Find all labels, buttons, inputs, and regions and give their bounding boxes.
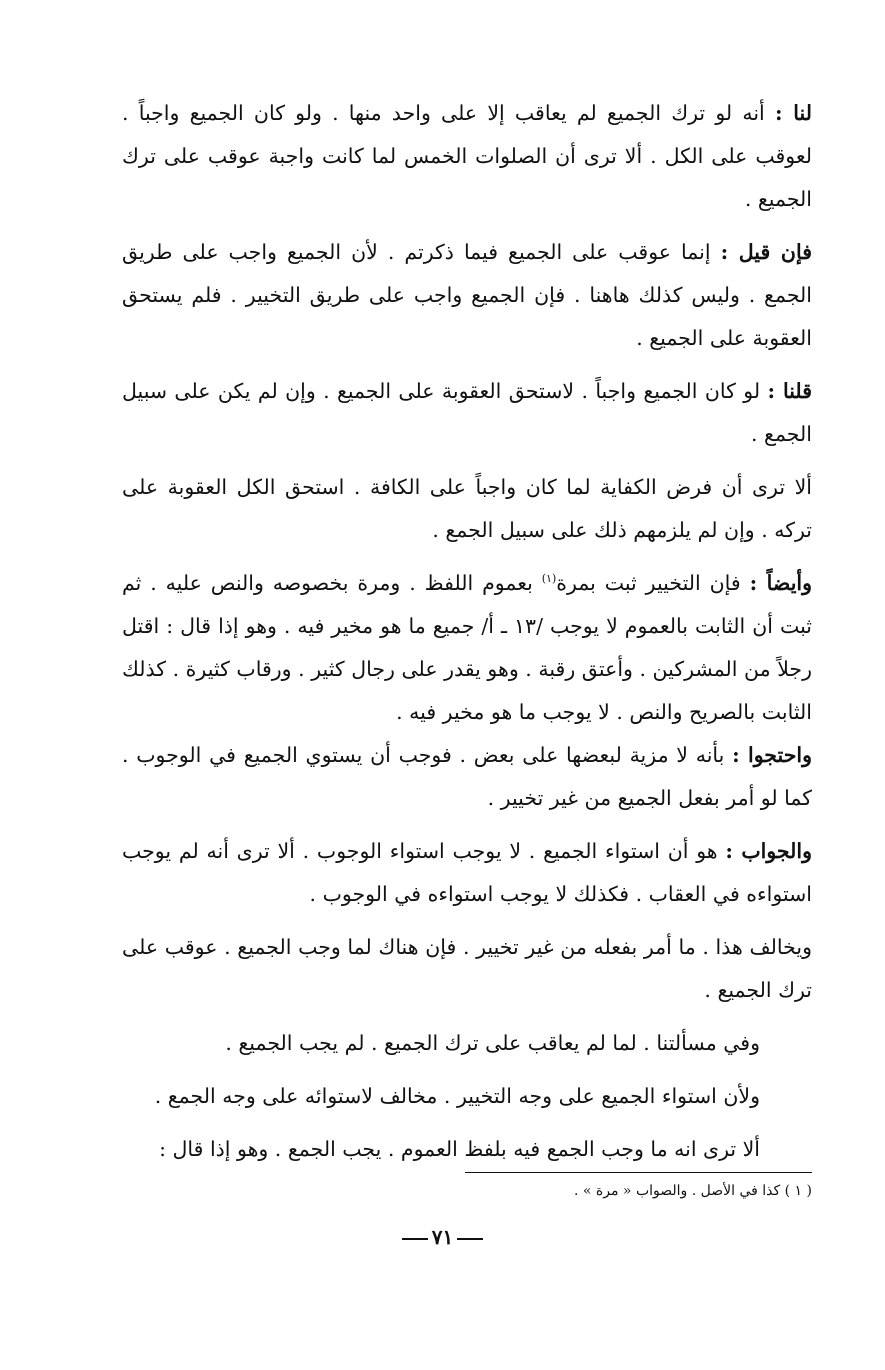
page-number-dash-left xyxy=(402,1238,428,1240)
paragraph-lead: واحتجوا : xyxy=(732,743,812,767)
paragraph-fa-in-qila xyxy=(122,231,812,360)
paragraph-text: ولأن استواء الجميع على وجه التخيير . مخالف لاستوائه على وجه الجمع . xyxy=(154,1084,760,1108)
paragraph-text: هو أن استواء الجميع . لا يوجب استواء الوجوب . ألا ترى أنه لم يوجب استواءه في العقاب . فكذلك لا يوجب استواءه في الوجوب . xyxy=(122,839,812,906)
paragraph-text: ألا ترى انه ما وجب الجمع فيه بلفظ العموم . يجب الجمع . وهو إذا قال : xyxy=(159,1137,760,1161)
page-number xyxy=(0,1222,885,1252)
footnote-divider xyxy=(465,1172,812,1173)
main-text xyxy=(122,92,812,1181)
paragraph-text: ويخالف هذا . ما أمر بفعله من غير تخيير . فإن هناك لما وجب الجميع . عوقب على ترك الجميع . xyxy=(122,935,812,1002)
footnote-reference: (١) xyxy=(541,572,557,586)
paragraph-lana xyxy=(122,92,812,221)
paragraph-lead: وأيضاً : xyxy=(749,571,813,595)
paragraph-text: أنه لو ترك الجميع لم يعاقب إلا على واحد منها . ولو كان الجميع واجباً . لعوقب على الكل . ألا ترى أن الصلوات الخمس لما كانت واجبة عوقب على ترك الجميع . xyxy=(122,101,812,211)
paragraph-text: لو كان الجميع واجباً . لاستحق العقوبة على الجميع . وإن لم يكن على سبيل الجمع . xyxy=(122,379,812,446)
paragraph-text: بأنه لا مزية لبعضها على بعض . فوجب أن يستوي الجميع في الوجوب . كما لو أمر بفعل الجميع من غير تخيير . xyxy=(122,743,812,810)
paragraph-yukhalif xyxy=(122,926,812,1012)
paragraph-kifaya xyxy=(122,466,812,552)
footnote: ( ١ ) كذا في الأصل . والصواب « مرة » . xyxy=(574,1183,812,1199)
paragraph-ala-tara xyxy=(122,1128,812,1171)
paragraph-wa-aydan xyxy=(122,562,812,734)
page-number-dash-right xyxy=(457,1238,483,1240)
paragraph-wa-li-anna xyxy=(122,1075,812,1118)
paragraph-lead: فإن قيل : xyxy=(720,240,813,264)
paragraph-text: وفي مسألتنا . لما لم يعاقب على ترك الجميع . لم يجب الجميع . xyxy=(225,1031,760,1055)
paragraph-lead: قلنا : xyxy=(767,379,812,403)
paragraph-al-jawab xyxy=(122,830,812,916)
paragraph-qulna xyxy=(122,370,812,456)
paragraph-lead: والجواب : xyxy=(725,839,812,863)
paragraph-ihtajju xyxy=(122,734,812,820)
paragraph-text: إنما عوقب على الجميع فيما ذكرتم . لأن الجميع واجب على طريق الجمع . وليس كذلك هاهنا . فإن الجميع واجب على طريق التخيير . فلم يستحق العقوبة على الجميع . xyxy=(122,240,812,350)
paragraph-text: ألا ترى أن فرض الكفاية لما كان واجباً على الكافة . استحق الكل العقوبة على تركه . وإن لم يلزمهم ذلك على سبيل الجمع . xyxy=(122,475,812,542)
page-number-value: ٧١ xyxy=(431,1225,454,1249)
paragraph-fi-masalatina xyxy=(122,1022,812,1065)
paragraph-text-before: فإن التخيير ثبت بمرة xyxy=(556,571,750,595)
paragraph-lead: لنا : xyxy=(774,101,812,125)
paragraph-text-after: بعموم اللفظ . ومرة بخصوصه والنص عليه . ثم ثبت أن الثابت بالعموم لا يوجب /١٣ ـ أ/ جميع ما هو مخير فيه . وهو إذا قال : اقتل رجلاً من المشركين . وأعتق رقبة . وهو يقدر على رجال كثير . ورقاب كثيرة . كذلك الثابت بالصريح والنص . لا يوجب ما هو مخير فيه . xyxy=(122,571,812,724)
